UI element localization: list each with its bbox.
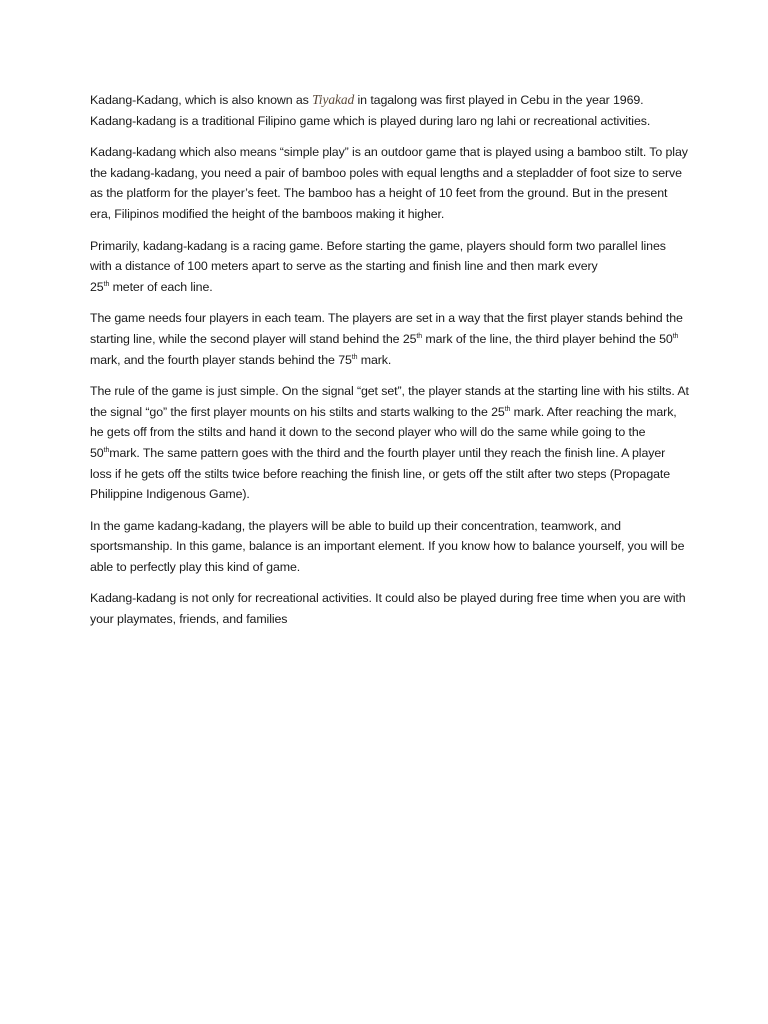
intro-text-c: in tagalong was first played in Cebu in the year 1969. — [354, 93, 644, 107]
intro-text-a: Kadang-Kadang, which is also known as — [90, 93, 313, 107]
players-text-c: mark, and the fourth player stands behind the — [90, 352, 339, 367]
ordinal-suffix: th — [416, 332, 423, 340]
rules-number-50: 50 — [90, 445, 104, 460]
ordinal-suffix: th — [103, 280, 110, 288]
paragraph-benefits: In the game kadang-kadang, the players will be able to build up their concentration, teamwork, and sportsmanship. In this game, balance is an important element. If you know how to balance yourself, you will be able to perfectly play this kind of game. — [90, 518, 685, 574]
document-page — [90, 90, 690, 641]
paragraph-closing: Kadang-kadang is not only for recreational activities. It could also be played during free time when you are with your playmates, friends, and families — [90, 591, 686, 627]
paragraph-players — [90, 308, 690, 370]
setup-text-b: meter of each line. — [109, 279, 213, 294]
ordinal-suffix: th — [351, 353, 358, 361]
paragraph-setup — [90, 236, 690, 298]
ordinal-suffix: th — [504, 405, 511, 413]
intro-text-d: Kadang-kadang is a traditional Filipino game which is played during laro ng lahi or recreational activities. — [90, 113, 651, 128]
rules-number-25: 25 — [491, 404, 505, 419]
players-text-a: The game needs four players in each team. The players are set in a way that the first player stands behind the starting line, while the second player will stand behind the — [90, 311, 683, 346]
tiyakad-term: Tiyakad — [312, 92, 355, 107]
rules-text-a: The rule of the game is just simple. On the signal “get set”, the player stands at the starting line with his stilts. At the signal “go” the first player mounts on his stilts and starts walking to the — [90, 384, 689, 419]
rules-text-c: mark. The same pattern goes with the third and the fourth player until they reach the finish line. A player loss if he gets off the stilts twice before reaching the finish line, or gets off the stilt after two steps (Propagate Philippine Indigenous Game). — [90, 445, 671, 502]
paragraph-equipment: Kadang-kadang which also means “simple play” is an outdoor game that is played using a bamboo stilt. To play the kadang-kadang, you need a pair of bamboo poles with equal lengths and a stepladder of foot size to serve as the platform for the player’s feet. The bamboo has a height of 10 feet from the ground. But in the present era, Filipinos modified the height of the bamboos making it higher. — [90, 145, 688, 221]
rules-text-b: mark. After reaching the mark, he gets off from the stilts and hand it down to the second player who will do the same while going to the — [90, 404, 677, 440]
setup-number-25: 25 — [90, 279, 104, 294]
paragraph-intro — [90, 90, 690, 131]
players-number-50: 50 — [659, 331, 673, 346]
players-text-b: mark of the line, the third player behind the — [422, 331, 660, 346]
players-number-75: 75 — [338, 352, 352, 367]
ordinal-suffix: th — [103, 446, 110, 454]
players-text-d: mark. — [357, 352, 392, 367]
setup-text-a: Primarily, kadang-kadang is a racing game. Before starting the game, players should form two parallel lines with a distance of 100 meters apart to serve as the starting and finish line and then mark every — [90, 238, 666, 274]
ordinal-suffix: th — [672, 332, 679, 340]
players-number-25: 25 — [402, 331, 417, 346]
paragraph-rules — [90, 381, 690, 505]
